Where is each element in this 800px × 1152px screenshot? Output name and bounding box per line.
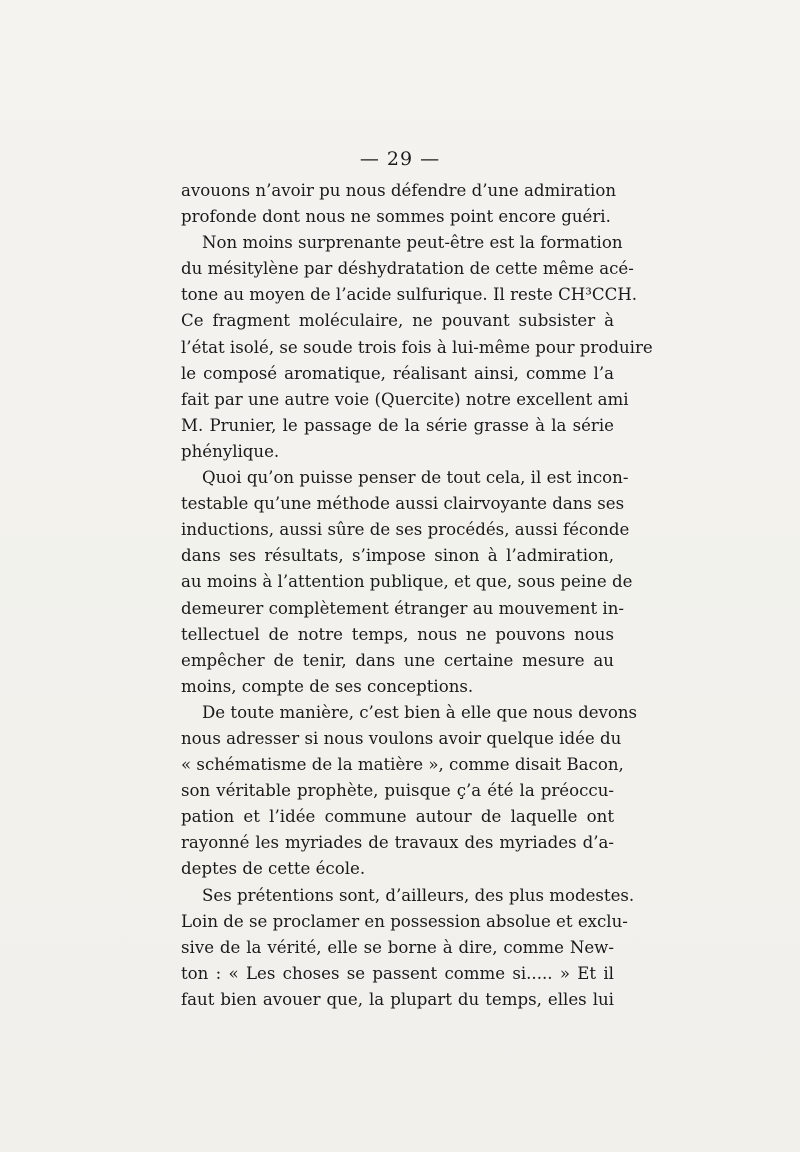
text-line: son véritable prophète, puisque ç’a été la préoccu- bbox=[181, 781, 614, 801]
text-line: pation et l’idée commune autour de laquelle ont bbox=[181, 807, 614, 827]
text-line: « schématisme de la matière », comme disait Bacon, bbox=[181, 755, 624, 775]
text-line: au moins à l’attention publique, et que, sous peine de bbox=[181, 572, 633, 592]
text-line: profonde dont nous ne sommes point encore guéri. bbox=[181, 207, 611, 227]
text-line: l’état isolé, se soude trois fois à lui-même pour produire bbox=[181, 337, 653, 357]
text-line: inductions, aussi sûre de ses procédés, aussi féconde bbox=[181, 520, 630, 540]
text-line: fait par une autre voie (Quercite) notre excellent ami bbox=[181, 389, 629, 409]
text-line: du mésitylène par déshydratation de cette même acé- bbox=[181, 259, 634, 279]
text-line: Loin de se proclamer en possession absolue et exclu- bbox=[181, 911, 628, 931]
text-line: empêcher de tenir, dans une certaine mesure au bbox=[181, 650, 614, 670]
text-line: tellectuel de notre temps, nous ne pouvons nous bbox=[181, 624, 614, 644]
text-line: dans ses résultats, s’impose sinon à l’admiration, bbox=[181, 546, 614, 566]
body-text bbox=[181, 178, 653, 1013]
text-line: ton : « Les choses se passent comme si..... » Et il bbox=[181, 963, 614, 983]
text-line: testable qu’une méthode aussi clairvoyante dans ses bbox=[181, 494, 625, 514]
text-line: Ses prétentions sont, d’ailleurs, des plus modestes. bbox=[202, 885, 635, 905]
text-line: moins, compte de ses conceptions. bbox=[181, 676, 474, 696]
text-line: tone au moyen de l’acide sulfurique. Il reste CH³CCH. bbox=[181, 285, 638, 305]
text-line: nous adresser si nous voulons avoir quelque idée du bbox=[181, 728, 622, 748]
text-line: Ce fragment moléculaire, ne pouvant subsister à bbox=[181, 311, 614, 331]
text-line: Quoi qu’on puisse penser de tout cela, il est incon- bbox=[202, 468, 629, 488]
text-line: rayonné les myriades de travaux des myriades d’a- bbox=[181, 833, 614, 853]
text-line: deptes de cette école. bbox=[181, 859, 366, 879]
text-line: sive de la vérité, elle se borne à dire, comme New- bbox=[181, 937, 614, 957]
text-line: phénylique. bbox=[181, 441, 280, 461]
text-line: le composé aromatique, réalisant ainsi, comme l’a bbox=[181, 363, 614, 383]
page-number: — 29 — bbox=[359, 148, 441, 170]
text-line: De toute manière, c’est bien à elle que nous devons bbox=[202, 702, 638, 722]
text-line: M. Prunier, le passage de la série grasse à la série bbox=[181, 415, 614, 435]
text-line: Non moins surprenante peut-être est la formation bbox=[202, 233, 623, 253]
text-line: avouons n’avoir pu nous défendre d’une admiration bbox=[181, 181, 617, 200]
text-line: faut bien avouer que, la plupart du temps, elles lui bbox=[181, 989, 614, 1009]
text-line: demeurer complètement étranger au mouvement in- bbox=[181, 598, 624, 618]
